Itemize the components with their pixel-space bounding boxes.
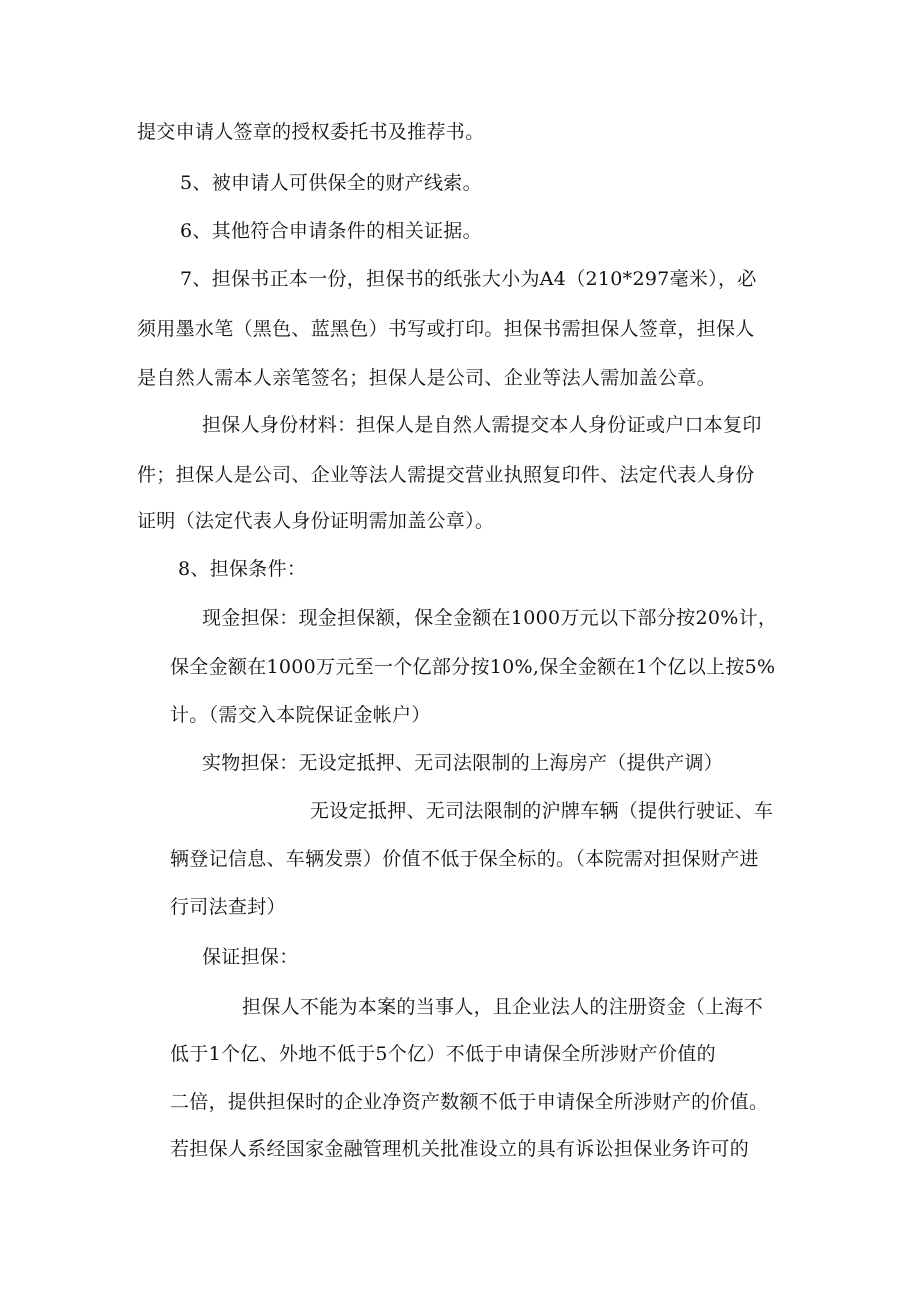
paragraph-line: 若担保人系经国家金融管理机关批准设立的具有诉讼担保业务许可的 — [170, 1138, 750, 1160]
paragraph-line: 无设定抵押、无司法限制的沪牌车辆（提供行驶证、车 — [310, 800, 774, 822]
paragraph-line: 8、担保条件： — [178, 558, 307, 580]
paragraph-line: 行司法查封） — [170, 896, 286, 918]
paragraph-line: 实物担保：无设定抵押、无司法限制的上海房产（提供产调） — [202, 752, 724, 774]
paragraph-line: 须用墨水笔（黑色、蓝黑色）书写或打印。担保书需担保人签章，担保人 — [137, 318, 755, 340]
paragraph-line: 现金担保：现金担保额，保全金额在1000万元以下部分按20%计， — [202, 607, 778, 629]
paragraph-line: 保证担保： — [202, 946, 299, 968]
paragraph-line: 担保人不能为本案的当事人，且企业法人的注册资金（上海不 — [242, 996, 764, 1018]
paragraph-line: 是自然人需本人亲笔签名；担保人是公司、企业等法人需加盖公章。 — [137, 367, 717, 389]
paragraph-line: 保全金额在1000万元至一个亿部分按10%,保全金额在1个亿以上按5% — [170, 656, 776, 678]
paragraph-line: 7、担保书正本一份，担保书的纸张大小为A4（210*297毫米），必 — [180, 268, 757, 290]
paragraph-line: 6、其他符合申请条件的相关证据。 — [180, 220, 482, 242]
paragraph-line: 件；担保人是公司、企业等法人需提交营业执照复印件、法定代表人身份 — [137, 464, 755, 486]
paragraph-line: 二倍，提供担保时的企业净资产数额不低于申请保全所涉财产的价值。 — [170, 1091, 769, 1113]
paragraph-line: 5、被申请人可供保全的财产线索。 — [180, 172, 482, 194]
paragraph-line: 低于1个亿、外地不低于5个亿）不低于申请保全所涉财产价值的 — [170, 1043, 716, 1065]
paragraph-line: 提交申请人签章的授权委托书及推荐书。 — [137, 121, 485, 143]
paragraph-line: 辆登记信息、车辆发票）价值不低于保全标的。（本院需对担保财产进 — [170, 848, 759, 870]
paragraph-line: 担保人身份材料：担保人是自然人需提交本人身份证或户口本复印 — [202, 414, 762, 436]
paragraph-line: 证明（法定代表人身份证明需加盖公章）。 — [137, 510, 495, 532]
paragraph-line: 计。（需交入本院保证金帐户） — [170, 704, 431, 726]
